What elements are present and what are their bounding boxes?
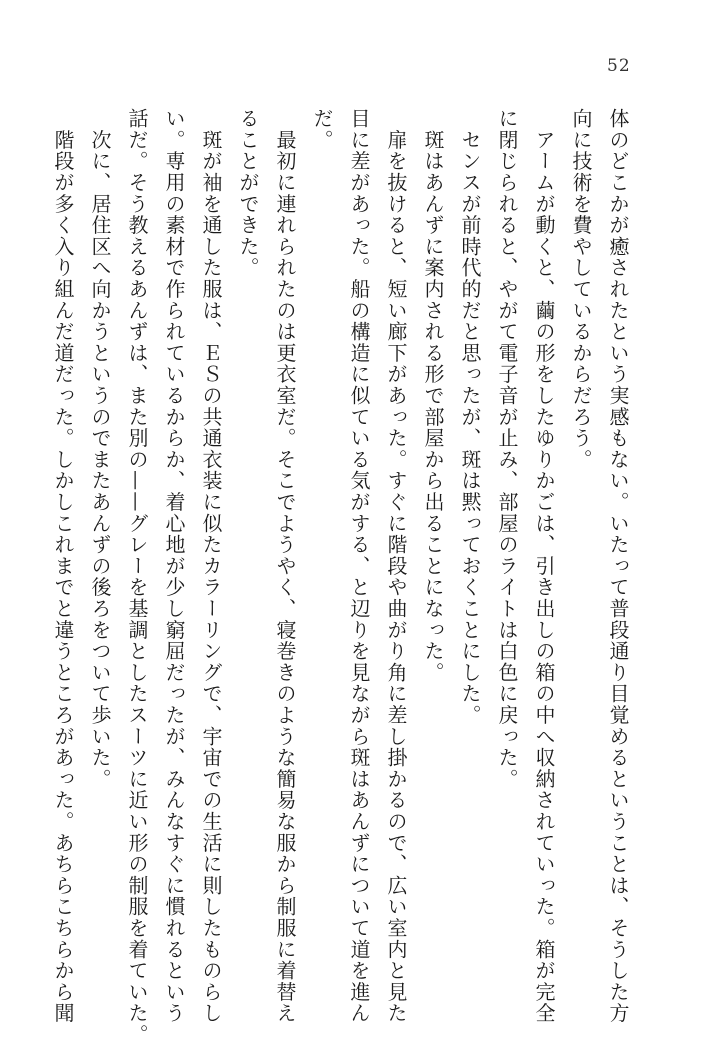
text-line: 斑が袖を通した服は、ＥＳの共通衣装に似たカラーリングで、宇宙での生活に則したものらし [199,108,223,1024]
text-line: センスが前時代的だと思ったが、斑は黙っておくことにした。 [458,108,482,726]
text-line: 階段が多く入り組んだ道だった。しかしこれまでと違うところがあった。あちらこちらから聞 [51,108,75,1024]
text-line: 体のどこかが癒されたという実感もない。いたって普段通り目覚めるということは、そうした方 [606,108,630,1024]
text-line: 扉を抜けると、短い廊下があった。すぐに階段や曲がり角に差し掛かるので、広い室内と見た [384,108,408,1024]
text-line: 斑はあんずに案内される形で部屋から出ることになった。 [421,108,445,684]
text-line: 向に技術を費やしているからだろう。 [569,108,593,471]
text-line: アームが動くと、繭の形をしたゆりかごは、引き出しの箱の中へ収納されていった。箱が完全 [532,108,556,1024]
text-line: 次に、居住区へ向かうというのでまたあんずの後ろをついて歩いた。 [88,108,112,790]
text-line: に閉じられると、やがて電子音が止み、部屋のライトは白色に戻った。 [495,108,519,790]
text-line: 目に差があった。船の構造に似ている気がする、と辺りを見ながら斑はあんずについて道を進ん [347,108,371,1024]
text-line: い。専用の素材で作られているからか、着心地が少し窮屈だったが、みんなすぐに慣れるという [162,108,186,1024]
text-line: だ。 [310,108,334,151]
page-number: 52 [607,56,631,76]
text-line: ることができた。 [236,108,260,279]
text-line: 話だ。そう教えるあんずは、また別の——グレーを基調としたスーツに近い形の制服を着ていた。 [125,108,149,1045]
text-line: 最初に連れられたのは更衣室だ。そこでようやく、寝巻きのような簡易な服から制服に着替え [273,108,297,1024]
novel-text-block [51,108,636,1045]
